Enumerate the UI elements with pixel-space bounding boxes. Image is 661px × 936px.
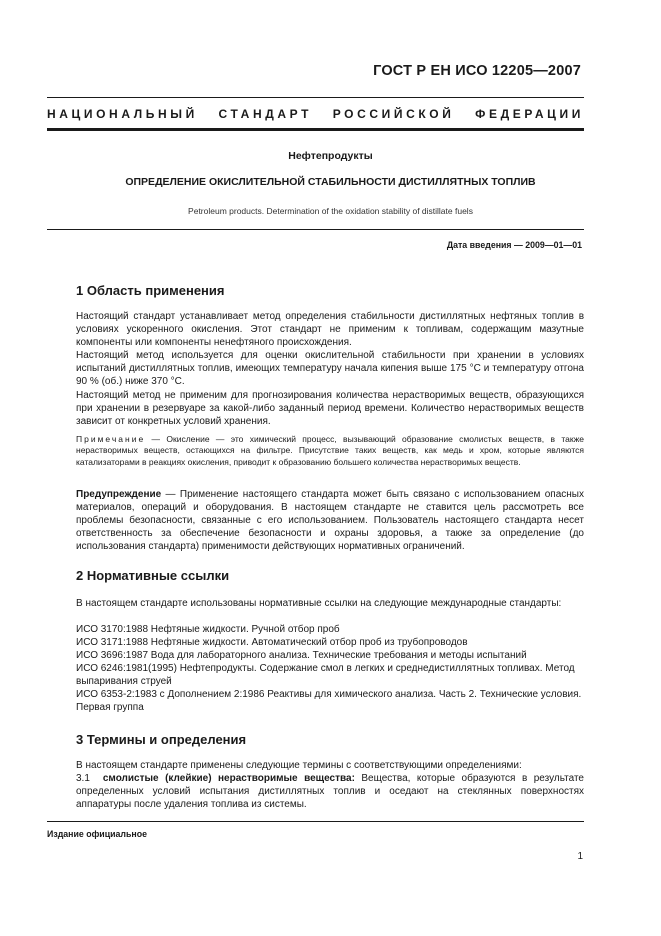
section-1-paragraph-3 — [76, 389, 584, 428]
banner-word-2: СТАНДАРТ — [218, 107, 312, 121]
section-1-warning — [76, 488, 584, 553]
footer-rule — [47, 821, 584, 822]
section-1-paragraph-1 — [76, 310, 584, 349]
term-name: смолистые (клейкие) нерастворимые вещества: — [102, 773, 355, 784]
paragraph-text: Настоящий стандарт устанавливает метод определения стабильности дистиллятных нефтяных топлив в условиях ускоренного окисления. Этот стандарт не применим к топливам, содержащим мазутные компоненты или компоненты ненефтяного происхождения. — [76, 311, 584, 349]
title-block-rule — [47, 229, 584, 230]
section-3-heading: 3 Термины и определения — [76, 732, 247, 747]
section-1-paragraph-2 — [76, 349, 584, 388]
term-number: 3.1 — [76, 773, 90, 784]
note-text: — Окисление — это химический процесс, вызывающий образование смолистых веществ, в также нерастворимых веществ, остающихся на фильтре. Присутствие таких веществ, как медь и хром, которые являются катализаторами в реакциях окисления, приводит к образованию большего количества нерастворимых веществ. — [76, 434, 584, 467]
header-top-rule — [47, 97, 584, 98]
paragraph-text: В настоящем стандарте применены следующие термины с соответствующими определениями: — [76, 760, 522, 771]
section-2-intro — [76, 597, 584, 610]
english-title: Petroleum products. Determination of the oxidation stability of distillate fuels — [188, 206, 473, 216]
reference-item: ИСО 6246:1981(1995) Нефтепродукты. Содержание смол в легких и среднедистиллятных топливах. Метод выпаривания струей — [76, 663, 575, 688]
warning-text: — Применение настоящего стандарта может быть связано с использованием опасных материалов, операций и оборудования. В настоящем стандарте не ставится цель рассмотреть все проблемы безопасности, связанные с его использованием. Пользователь настоящего стандарта несет ответственность за обеспечение безопасности и охраны здоровья, а также за определение (до использования стандарта) применимости действующих нормативных ограничений. — [76, 489, 584, 553]
paragraph-text: Настоящий метод используется для оценки окислительной стабильности при хранении в условиях испытаний дистиллятных топлив, имеющих температуру начала кипения выше 175 °С и температуру отгона 90 % (об.) ниже 370 °С. — [76, 350, 584, 388]
term-definition-text: Вещества, которые образуются в результате определенных условий испытания дистиллятных топлив и оседают на стеклянных поверхностях аппаратуры после удаления топлива из системы. — [76, 773, 584, 811]
national-standard-banner — [47, 107, 584, 121]
reference-item: ИСО 6353-2:1983 с Дополнением 2:1986 Реактивы для химического анализа. Часть 2. Технические условия. Первая группа — [76, 689, 582, 714]
banner-word-4: ФЕДЕРАЦИИ — [475, 107, 584, 121]
page-number: 1 — [577, 851, 583, 862]
reference-item: ИСО 3171:1988 Нефтяные жидкости. Автоматический отбор проб из трубопроводов — [76, 637, 468, 648]
banner-word-3: РОССИЙСКОЙ — [332, 107, 455, 121]
subject-heading: Нефтепродукты — [288, 150, 373, 162]
term-definition-3-1 — [76, 772, 584, 811]
effective-date: Дата введения — 2009—01—01 — [446, 240, 582, 250]
document-title: ОПРЕДЕЛЕНИЕ ОКИСЛИТЕЛЬНОЙ СТАБИЛЬНОСТИ ДИСТИЛЛЯТНЫХ ТОПЛИВ — [125, 176, 536, 188]
warning-label: Предупреждение — [76, 489, 162, 500]
note-label: Примечание — [76, 434, 146, 444]
header-bottom-rule — [47, 128, 584, 131]
official-edition-label: Издание официальное — [47, 829, 147, 839]
section-1-heading: 1 Область применения — [76, 283, 225, 298]
reference-item: ИСО 3170:1988 Нефтяные жидкости. Ручной отбор проб — [76, 624, 340, 635]
paragraph-text: В настоящем стандарте использованы нормативные ссылки на следующие международные стандарты: — [76, 598, 562, 609]
reference-item: ИСО 3696:1987 Вода для лабораторного анализа. Технические требования и методы испытаний — [76, 650, 527, 661]
paragraph-text: Настоящий метод не применим для прогнозирования количества нерастворимых веществ, образующихся при хранении в резервуаре за какой-либо заданный период времени. Количество нерастворимых веществ зависит от конкретных условий хранения. — [76, 390, 584, 428]
section-2-heading: 2 Нормативные ссылки — [76, 568, 230, 583]
section-3-intro — [76, 759, 584, 772]
document-code: ГОСТ Р ЕН ИСО 12205—2007 — [373, 63, 581, 79]
banner-word-1: НАЦИОНАЛЬНЫЙ — [47, 107, 198, 121]
section-1-note — [76, 434, 584, 468]
